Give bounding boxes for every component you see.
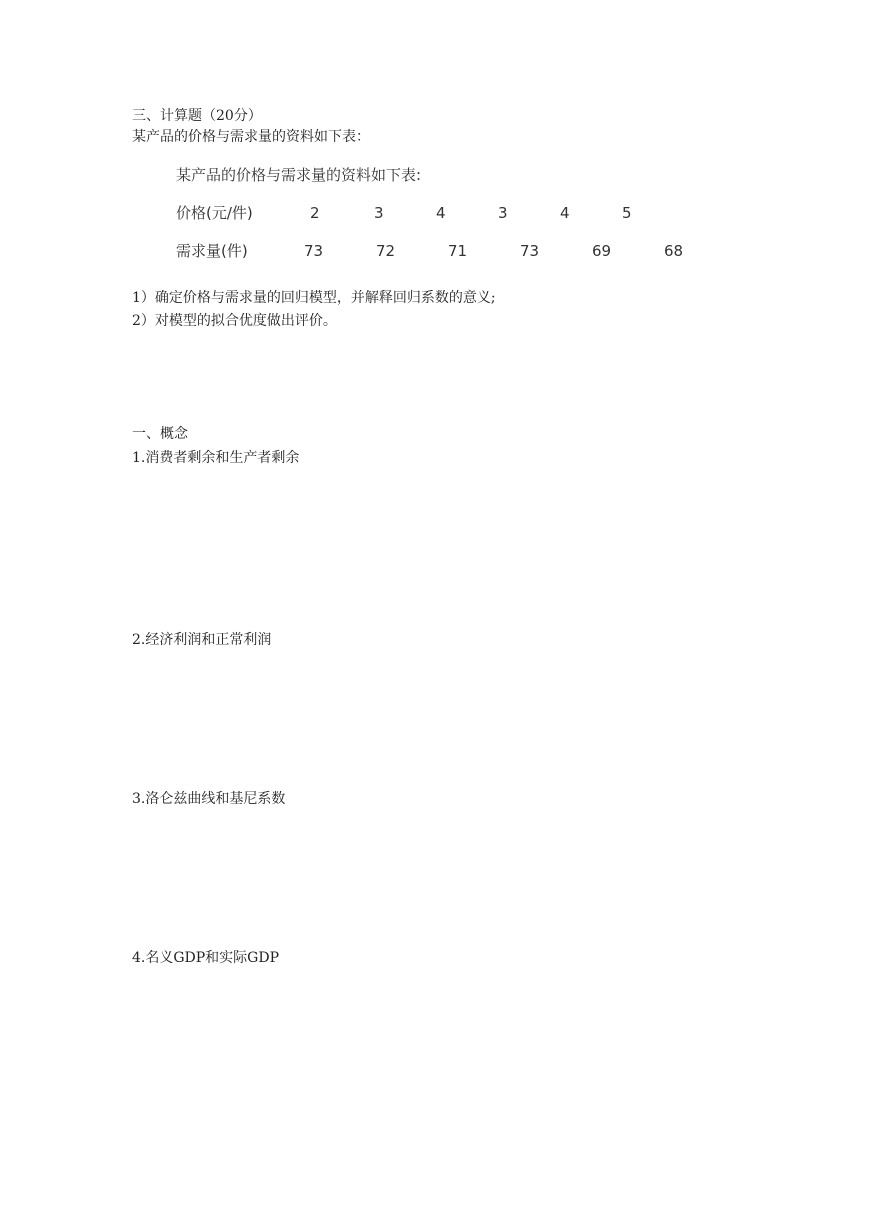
demand-cell: 68 xyxy=(664,242,684,260)
demand-cell: 73 xyxy=(520,242,540,260)
table-caption: 某产品的价格与需求量的资料如下表: xyxy=(176,166,422,184)
demand-cell: 69 xyxy=(592,242,612,260)
section3-intro: 某产品的价格与需求量的资料如下表： xyxy=(132,129,370,145)
concept-item-1: 1.消费者剩余和生产者剩余 xyxy=(132,450,300,466)
question-1: 1）确定价格与需求量的回归模型，并解释回归系数的意义; xyxy=(132,290,496,306)
concept-item-4: 4.名义GDP和实际GDP xyxy=(132,950,280,966)
demand-cell: 71 xyxy=(448,242,468,260)
concept-item-2: 2.经济利润和正常利润 xyxy=(132,632,272,648)
price-cell: 4 xyxy=(560,204,570,222)
price-cell: 2 xyxy=(310,204,320,222)
section3-heading: 三、计算题（20分） xyxy=(132,108,262,124)
concept-item-3: 3.洛仑兹曲线和基尼系数 xyxy=(132,791,286,807)
price-cell: 3 xyxy=(374,204,384,222)
demand-cell: 72 xyxy=(376,242,396,260)
demand-row xyxy=(176,240,684,262)
price-cell: 5 xyxy=(622,204,632,222)
price-row-label: 价格(元/件) xyxy=(176,204,253,222)
question-2: 2）对模型的拟合优度做出评价。 xyxy=(132,313,337,329)
demand-cell: 73 xyxy=(304,242,324,260)
demand-row-label: 需求量(件) xyxy=(176,242,248,260)
section1-heading: 一、概念 xyxy=(132,426,188,442)
price-cell: 3 xyxy=(498,204,508,222)
price-cell: 4 xyxy=(436,204,446,222)
price-demand-table xyxy=(176,164,684,278)
price-row xyxy=(176,202,632,224)
